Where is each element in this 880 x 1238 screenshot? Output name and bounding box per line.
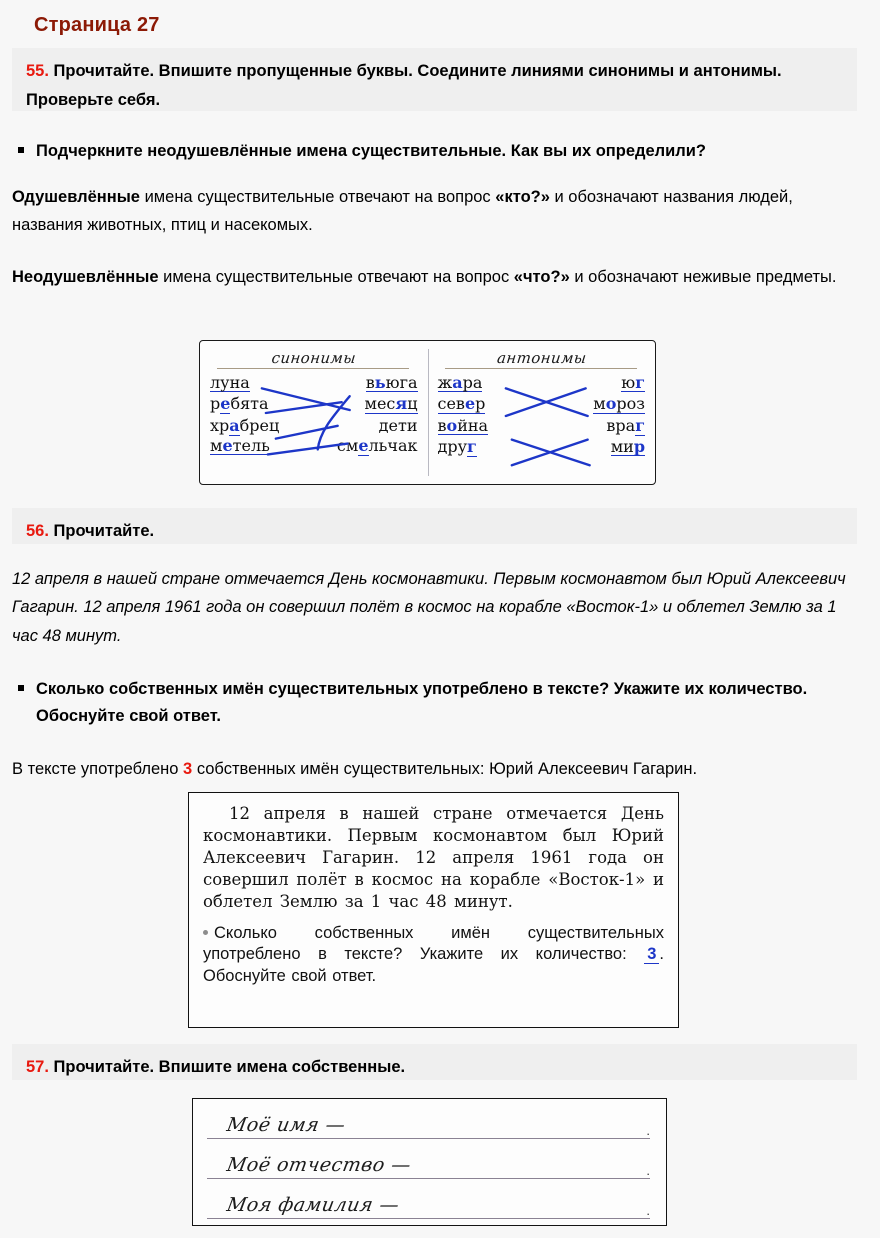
rule-inanimate-mid: имена существительные отвечают на вопрос xyxy=(158,268,514,286)
name-input-line[interactable] xyxy=(205,1145,654,1185)
antonym-right-word-2 xyxy=(606,417,645,435)
page-title: Страница 27 xyxy=(34,14,160,36)
exercise-56-text: 12 апреля в нашей стране отмечается День космонавтики. Первым космонавтом был Юрий Алексеевич Гагарин. 12 апреля 1961 года он совершил полёт в космос на корабле «Восток-1» и облетел Землю за 1 час 48 минут. xyxy=(12,570,846,645)
writing-rule xyxy=(207,1218,650,1219)
synonym-row xyxy=(210,417,418,434)
filled-letter: г xyxy=(635,415,645,435)
word-part: дети xyxy=(378,415,418,435)
word-part: сев xyxy=(437,394,465,414)
filled-letter: я xyxy=(395,394,408,414)
exercise-55-bullet xyxy=(18,138,858,165)
exercise-57-header xyxy=(12,1044,857,1080)
dot-bullet-icon xyxy=(203,930,208,935)
exercise-55-bullet-text: Подчеркните неодушевлённые имена существительные. Как вы их определили? xyxy=(36,142,706,160)
filled-letter: ь xyxy=(374,373,386,392)
exercise-55-number: 55. xyxy=(26,62,49,80)
filled-letter: р xyxy=(633,436,645,456)
rule-inanimate-question: «что?» xyxy=(513,268,570,286)
antonym-row xyxy=(438,395,646,413)
antonyms-column xyxy=(428,341,656,484)
word-part: вра xyxy=(606,415,636,435)
antonym-right-word-1 xyxy=(593,395,645,413)
rule-inanimate xyxy=(12,263,860,291)
line-end-period: . xyxy=(646,1163,650,1178)
antonym-row xyxy=(438,374,646,392)
exercise-56-bullet-text: Сколько собственных имён существительных употреблено в тексте? Укажите их количество. Обоснуйте свой ответ. xyxy=(36,680,808,725)
name-line-label: Моё имя — xyxy=(225,1114,348,1136)
filled-letter: о xyxy=(605,394,617,414)
synonym-right-word-2 xyxy=(379,417,418,434)
textbook-scan-box xyxy=(188,792,679,1028)
rule-animate xyxy=(12,183,860,240)
rule-animate-mid: имена существительные отвечают на вопрос xyxy=(140,188,496,206)
synonym-left-word-3 xyxy=(210,437,270,455)
synonym-left-word-1 xyxy=(210,395,269,413)
synonyms-antonyms-worksheet xyxy=(199,340,656,485)
antonym-left-word-0 xyxy=(438,374,483,392)
filled-letter: г xyxy=(467,436,477,456)
word-part: ю xyxy=(621,373,636,392)
synonym-right-word-3 xyxy=(337,437,418,455)
antonym-row xyxy=(438,417,646,435)
word-part: в xyxy=(365,373,375,392)
synonym-left-word-0 xyxy=(210,374,250,392)
rule-animate-tail: и обозначают названия людей, названия животных, птиц и насекомых. xyxy=(12,188,793,235)
synonym-row xyxy=(210,374,418,392)
square-bullet-icon xyxy=(18,147,24,153)
antonym-right-word-0 xyxy=(621,374,645,392)
exercise-56-title: Прочитайте. xyxy=(53,522,155,540)
line-end-period: . xyxy=(646,1123,650,1138)
filled-letter: е xyxy=(464,394,476,414)
answer-prefix: В тексте употреблено xyxy=(12,760,184,778)
word-part: дру xyxy=(437,436,468,456)
word-part: мес xyxy=(364,394,396,414)
answer-suffix: собственных имён существительных: Юрий Алексеевич Гагарин. xyxy=(192,760,698,778)
exercise-55-header xyxy=(12,48,857,111)
synonym-right-word-0 xyxy=(366,374,418,392)
word-part: юга xyxy=(385,373,418,392)
word-part: бята xyxy=(230,394,269,414)
rule-animate-term: Одушевлённые xyxy=(12,188,140,206)
writing-rule xyxy=(207,1138,650,1139)
exercise-56-number: 56. xyxy=(26,522,49,540)
word-part: хр xyxy=(210,415,230,435)
exercise-56-bullet xyxy=(18,676,858,729)
exercise-55-title: Прочитайте. Впишите пропущенные буквы. Соедините линиями синонимы и антонимы. Проверьте себя. xyxy=(26,62,782,109)
word-part: в xyxy=(437,415,447,435)
name-input-line[interactable] xyxy=(205,1185,654,1225)
name-input-line[interactable] xyxy=(205,1105,654,1145)
word-part: ц xyxy=(407,394,418,414)
filled-letter: о xyxy=(446,415,458,435)
rule-inanimate-term: Неодушевлённые xyxy=(12,268,159,286)
synonyms-column xyxy=(200,341,428,484)
filled-letter: г xyxy=(635,373,645,392)
word-part: тель xyxy=(232,435,270,455)
synonym-right-word-1 xyxy=(365,395,418,413)
scan-filled-answer: 3 xyxy=(644,945,659,964)
scan-question-suffix: . Обоснуйте свой ответ. xyxy=(203,945,664,986)
word-part: см xyxy=(336,435,359,455)
synonym-left-word-2 xyxy=(210,417,279,434)
personal-names-worksheet xyxy=(192,1098,667,1226)
square-bullet-icon xyxy=(18,685,24,691)
word-part: роз xyxy=(616,394,645,414)
filled-letter: а xyxy=(229,415,240,435)
filled-letter: е xyxy=(220,394,231,414)
answer-count: 3 xyxy=(183,760,193,778)
word-part: ж xyxy=(437,373,453,392)
word-part: йна xyxy=(457,415,489,435)
word-part: м xyxy=(210,435,223,455)
exercise-57-title: Прочитайте. Впишите имена собственные. xyxy=(53,1058,406,1076)
word-part: м xyxy=(593,394,606,414)
scan-question xyxy=(203,923,664,988)
scan-paragraph: 12 апреля в нашей стране отмечается День космонавтики. Первым космонавтом был Юрий Алексеевич Гагарин. 12 апреля 1961 года он совершил полёт в космос на корабле «Восток-1» и облетел Землю за 1 час 48 минут. xyxy=(203,804,664,911)
rule-inanimate-tail: и обозначают неживые предметы. xyxy=(569,268,837,286)
antonym-left-word-1 xyxy=(438,395,486,413)
name-line-label: Моя фамилия — xyxy=(225,1194,402,1216)
filled-letter: е xyxy=(222,435,233,455)
synonym-row xyxy=(210,437,418,455)
filled-letter: е xyxy=(358,435,369,455)
antonym-row xyxy=(438,438,646,456)
filled-letter: а xyxy=(452,373,463,392)
antonym-left-word-3 xyxy=(438,438,477,456)
line-end-period: . xyxy=(646,1203,650,1218)
writing-rule xyxy=(207,1178,650,1179)
word-part: р xyxy=(475,394,486,414)
name-line-label: Моё отчество — xyxy=(225,1154,413,1176)
word-part: ми xyxy=(610,436,634,456)
word-part: луна xyxy=(210,373,250,392)
exercise-57-number: 57. xyxy=(26,1058,49,1076)
rule-animate-question: «кто?» xyxy=(495,188,550,206)
word-part: брец xyxy=(239,415,280,435)
antonym-right-word-3 xyxy=(611,438,645,456)
scan-question-prefix: Сколько собственных имён существительных употреблено в тексте? Укажите их количество: xyxy=(203,923,664,964)
exercise-56-header xyxy=(12,508,857,544)
synonym-row xyxy=(210,395,418,413)
word-part: ра xyxy=(462,373,483,392)
synonyms-heading: синонимы xyxy=(217,349,411,369)
word-part: р xyxy=(210,394,221,414)
exercise-56-answer xyxy=(12,755,860,783)
antonyms-heading: антонимы xyxy=(444,349,638,369)
antonym-left-word-2 xyxy=(438,417,489,435)
word-part: льчак xyxy=(368,435,418,455)
